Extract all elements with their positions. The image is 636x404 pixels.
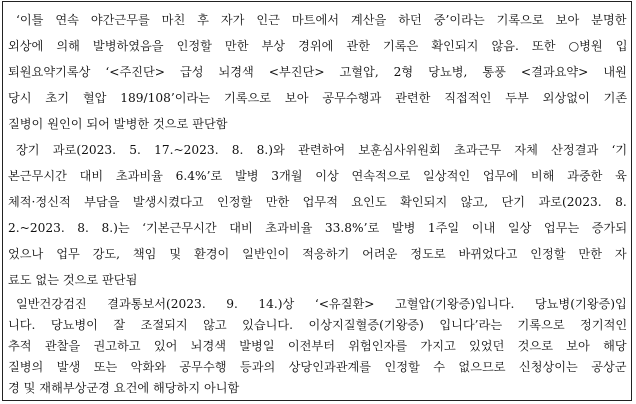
text-line: 퇴원요약기록상 ‘<주진단> 급성 뇌경색 <부진단> 고혈압, 2형 당뇨병, 통풍 <결과요약> 내원 [8,65,627,79]
text-line: 일반건강검진 결과통보서(2023. 9. 14.)상 ‘<유질환> 고혈압(기왕증)입니다. 당뇨병(기왕증)입 [16,297,627,311]
document-frame [2,1,632,401]
text-line: 체적·정신적 부담을 발생시켰다고 인정할 만한 업무적 요인도 확인되지 않고, 단기 과로(2023. 8. [8,195,627,209]
text-line: 료도 없는 것으로 판단됨 [8,273,138,287]
text-line: 질병의 발생 또는 악화와 공무수행 등과의 상당인과관계를 인정할 수 없으므로 신청상이는 공상군 [8,360,627,374]
text-line: 니다. 당뇨병이 잘 조절되지 않고 있습니다. 이상지질혈증(기왕증) 입니다’라는 기록으로 정기적인 [8,318,628,332]
text-line: 었으나 업무 강도, 책임 및 환경이 일반인이 적응하기 어려운 정도로 바뀌었다고 인정할 만한 자 [8,247,627,261]
text-line: 경 및 재해부상군경 요건에 해당하지 아니함 [8,381,240,395]
text-line: ‘이틀 연속 야간근무를 마친 후 자가 인근 마트에서 계산을 하던 중’이라는 기록으로 보아 분명한 [16,13,627,27]
text-line: 질병이 원인이 되어 발병한 것으로 판단함 [8,117,228,131]
text-line: 당시 초기 혈압 189/108’이라는 기록으로 보아 공무수행과 관련한 직접적인 두부 외상없이 기존 [8,91,628,105]
text-line: 외상에 의해 발병하였음을 인정할 만한 부상 경위에 관한 기록은 확인되지 않음. 또한 ○병원 입 [8,39,628,53]
text-line: 추적 관찰을 권고하고 있어 뇌경색 발병일 이전부터 위험인자를 가지고 있었던 것으로 보아 해당 [8,339,627,353]
text-line: 본근무시간 대비 초과비율 6.4%’로 발병 3개월 이상 연속적으로 일상적인 업무에 비해 과중한 육 [8,169,627,183]
text-line: 2.~2023. 8. 8.)는 ‘기본근무시간 대비 초과비율 33.8%’로 발병 1주일 이내 일상 업무는 증가되 [8,221,628,235]
text-line: 장기 과로(2023. 5. 17.~2023. 8. 8.)와 관련하여 보훈심사위원회 초과근무 자체 산정결과 ‘기 [16,143,628,157]
